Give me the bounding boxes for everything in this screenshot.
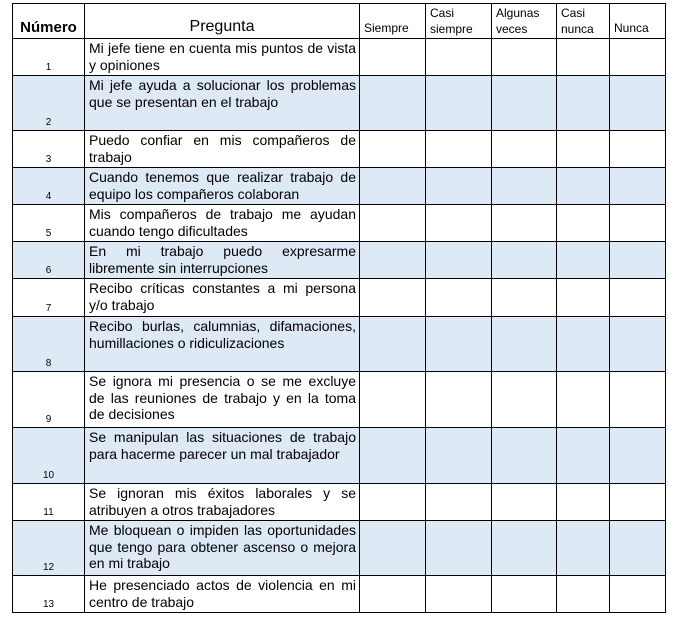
answer-cell-nunca[interactable] [610,428,666,484]
answer-cell-nunca[interactable] [610,205,666,242]
answer-cell-nunca[interactable] [610,39,666,76]
question-text: Puedo confiar en mis compañeros de trabajo [85,131,360,168]
table-row [13,242,666,279]
answer-cell-casi-nunca[interactable] [557,279,610,317]
row-number: 5 [13,205,85,242]
answer-cell-casi-siempre[interactable] [426,428,492,484]
answer-cell-algunas-veces[interactable] [492,242,557,279]
answer-cell-nunca[interactable] [610,372,666,428]
answer-cell-nunca[interactable] [610,521,666,576]
row-number: 12 [13,521,85,576]
answer-cell-algunas-veces[interactable] [492,76,557,131]
question-text: Mi jefe tiene en cuenta mis puntos de vista y opiniones [85,39,360,76]
answer-cell-casi-nunca[interactable] [557,521,610,576]
answer-cell-casi-siempre[interactable] [426,521,492,576]
table-row [13,279,666,317]
answer-cell-nunca[interactable] [610,131,666,168]
answer-cell-nunca[interactable] [610,279,666,317]
row-number: 9 [13,372,85,428]
answer-cell-algunas-veces[interactable] [492,39,557,76]
row-number: 6 [13,242,85,279]
answer-cell-casi-nunca[interactable] [557,39,610,76]
answer-cell-casi-siempre[interactable] [426,131,492,168]
answer-cell-siempre[interactable] [360,428,426,484]
question-text: En mi trabajo puedo expresarme libremente sin interrupciones [85,242,360,279]
answer-cell-siempre[interactable] [360,279,426,317]
row-number: 4 [13,168,85,205]
answer-cell-siempre[interactable] [360,372,426,428]
question-text: He presenciado actos de violencia en mi centro de trabajo [85,576,360,613]
answer-cell-casi-siempre[interactable] [426,76,492,131]
row-number: 1 [13,39,85,76]
answer-cell-casi-siempre[interactable] [426,372,492,428]
answer-cell-casi-nunca[interactable] [557,428,610,484]
table-row [13,39,666,76]
answer-cell-algunas-veces[interactable] [492,205,557,242]
question-text: Me bloquean o impiden las oportunidades que tengo para obtener ascenso o mejora en mi trabajo [85,521,360,576]
answer-cell-casi-siempre[interactable] [426,39,492,76]
answer-cell-siempre[interactable] [360,205,426,242]
answer-cell-siempre[interactable] [360,521,426,576]
answer-cell-siempre[interactable] [360,576,426,613]
answer-cell-siempre[interactable] [360,168,426,205]
table-row [13,372,666,428]
answer-cell-casi-siempre[interactable] [426,317,492,372]
row-number: 3 [13,131,85,168]
row-number: 10 [13,428,85,484]
answer-cell-casi-nunca[interactable] [557,168,610,205]
table-row [13,76,666,131]
question-text: Mis compañeros de trabajo me ayudan cuando tengo dificultades [85,205,360,242]
row-number: 2 [13,76,85,131]
answer-cell-algunas-veces[interactable] [492,317,557,372]
answer-cell-casi-nunca[interactable] [557,317,610,372]
header-option-nunca: Nunca [610,4,666,39]
answer-cell-siempre[interactable] [360,242,426,279]
table-row [13,484,666,521]
answer-cell-siempre[interactable] [360,131,426,168]
survey-table [12,3,666,613]
answer-cell-algunas-veces[interactable] [492,484,557,521]
table-row [13,576,666,613]
answer-cell-casi-siempre[interactable] [426,484,492,521]
answer-cell-algunas-veces[interactable] [492,428,557,484]
answer-cell-algunas-veces[interactable] [492,168,557,205]
answer-cell-casi-nunca[interactable] [557,242,610,279]
answer-cell-algunas-veces[interactable] [492,576,557,613]
header-pregunta: Pregunta [85,4,360,39]
answer-cell-algunas-veces[interactable] [492,372,557,428]
header-option-casi-siempre: Casi siempre [426,4,492,39]
answer-cell-siempre[interactable] [360,76,426,131]
header-option-casi-nunca: Casi nunca [557,4,610,39]
question-text: Mi jefe ayuda a solucionar los problemas que se presentan en el trabajo [85,76,360,131]
header-option-siempre: Siempre [360,4,426,39]
row-number: 7 [13,279,85,317]
answer-cell-siempre[interactable] [360,317,426,372]
answer-cell-casi-siempre[interactable] [426,279,492,317]
question-text: Recibo burlas, calumnias, difamaciones, humillaciones o ridiculizaciones [85,317,360,372]
header-row [13,4,666,39]
answer-cell-nunca[interactable] [610,76,666,131]
table-row [13,131,666,168]
answer-cell-casi-siempre[interactable] [426,576,492,613]
answer-cell-siempre[interactable] [360,484,426,521]
question-text: Se ignora mi presencia o se me excluye de las reuniones de trabajo y en la toma de decisiones [85,372,360,428]
question-text: Se ignoran mis éxitos laborales y se atribuyen a otros trabajadores [85,484,360,521]
answer-cell-casi-nunca[interactable] [557,484,610,521]
row-number: 11 [13,484,85,521]
answer-cell-siempre[interactable] [360,39,426,76]
question-text: Cuando tenemos que realizar trabajo de equipo los compañeros colaboran [85,168,360,205]
row-number: 8 [13,317,85,372]
answer-cell-casi-nunca[interactable] [557,76,610,131]
header-numero: Número [13,4,85,39]
row-number: 13 [13,576,85,613]
answer-cell-casi-nunca[interactable] [557,372,610,428]
question-text: Se manipulan las situaciones de trabajo para hacerme parecer un mal trabajador [85,428,360,484]
answer-cell-nunca[interactable] [610,484,666,521]
answer-cell-casi-siempre[interactable] [426,242,492,279]
answer-cell-casi-siempre[interactable] [426,168,492,205]
table-row [13,428,666,484]
answer-cell-nunca[interactable] [610,317,666,372]
table-row [13,317,666,372]
table-row [13,168,666,205]
answer-cell-casi-nunca[interactable] [557,131,610,168]
answer-cell-casi-nunca[interactable] [557,576,610,613]
answer-cell-casi-nunca[interactable] [557,205,610,242]
answer-cell-algunas-veces[interactable] [492,131,557,168]
table-row [13,521,666,576]
table-row [13,205,666,242]
answer-cell-nunca[interactable] [610,168,666,205]
answer-cell-casi-siempre[interactable] [426,205,492,242]
answer-cell-algunas-veces[interactable] [492,279,557,317]
answer-cell-algunas-veces[interactable] [492,521,557,576]
answer-cell-nunca[interactable] [610,242,666,279]
header-option-algunas-veces: Algunas veces [492,4,557,39]
answer-cell-nunca[interactable] [610,576,666,613]
question-text: Recibo críticas constantes a mi persona y/o trabajo [85,279,360,317]
